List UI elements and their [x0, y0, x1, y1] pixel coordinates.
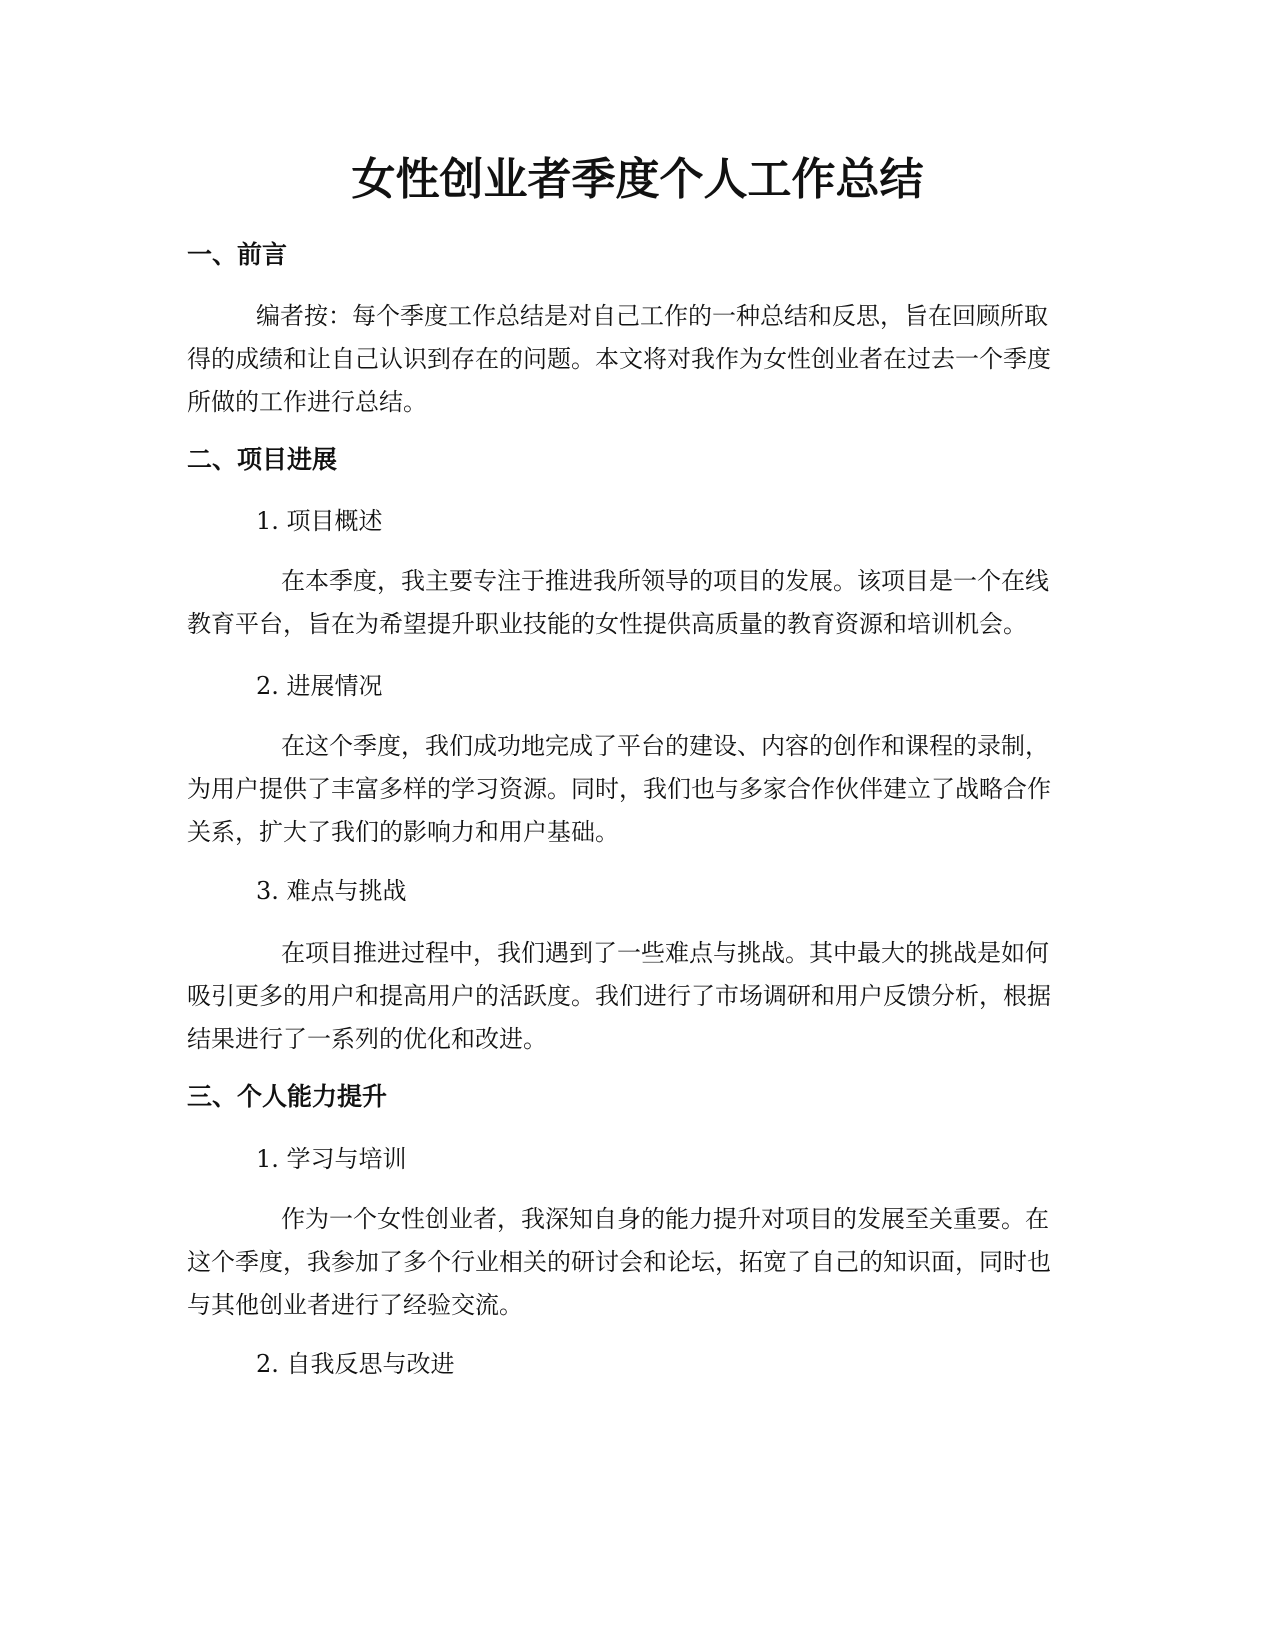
- challenges-paragraph: [187, 932, 1087, 1061]
- paragraph-line: 在本季度，我主要专注于推进我所领导的项目的发展。该项目是一个在线: [281, 567, 1049, 595]
- paragraph-line: 作为一个女性创业者，我深知自身的能力提升对项目的发展至关重要。在: [281, 1205, 1049, 1233]
- subsection-label-challenges: 3. 难点与挑战: [256, 877, 407, 905]
- subsection-label-reflection: 2. 自我反思与改进: [256, 1350, 455, 1378]
- paragraph-line: 这个季度，我参加了多个行业相关的研讨会和论坛，拓宽了自己的知识面，同时也: [187, 1248, 1051, 1276]
- section-heading-preface: 一、前言: [187, 240, 288, 269]
- paragraph-line: 关系，扩大了我们的影响力和用户基础。: [187, 818, 619, 846]
- paragraph-line: 吸引更多的用户和提高用户的活跃度。我们进行了市场调研和用户反馈分析，根据: [187, 982, 1051, 1010]
- preface-paragraph: [187, 295, 1087, 424]
- paragraph-line: 编者按：每个季度工作总结是对自己工作的一种总结和反思，旨在回顾所取: [256, 302, 1048, 330]
- paragraph-line: 结果进行了一系列的优化和改进。: [187, 1025, 547, 1053]
- subsection-label-progress: 2. 进展情况: [256, 672, 383, 700]
- paragraph-line: 教育平台，旨在为希望提升职业技能的女性提供高质量的教育资源和培训机会。: [187, 610, 1027, 638]
- subsection-label-learning: 1. 学习与培训: [256, 1145, 407, 1173]
- section-heading-project-progress: 二、项目进展: [187, 445, 338, 474]
- document-title: 女性创业者季度个人工作总结: [351, 154, 924, 205]
- paragraph-line: 在这个季度，我们成功地完成了平台的建设、内容的创作和课程的录制，: [281, 732, 1049, 760]
- section-heading-personal-growth: 三、个人能力提升: [187, 1082, 388, 1111]
- paragraph-line: 为用户提供了丰富多样的学习资源。同时，我们也与多家合作伙伴建立了战略合作: [187, 775, 1051, 803]
- subsection-label-overview: 1. 项目概述: [256, 507, 383, 535]
- progress-paragraph: [187, 725, 1087, 854]
- overview-paragraph: [187, 560, 1087, 646]
- paragraph-line: 所做的工作进行总结。: [187, 388, 427, 416]
- paragraph-line: 得的成绩和让自己认识到存在的问题。本文将对我作为女性创业者在过去一个季度: [187, 345, 1051, 373]
- paragraph-line: 与其他创业者进行了经验交流。: [187, 1291, 523, 1319]
- paragraph-line: 在项目推进过程中，我们遇到了一些难点与挑战。其中最大的挑战是如何: [281, 939, 1049, 967]
- learning-paragraph: [187, 1198, 1087, 1327]
